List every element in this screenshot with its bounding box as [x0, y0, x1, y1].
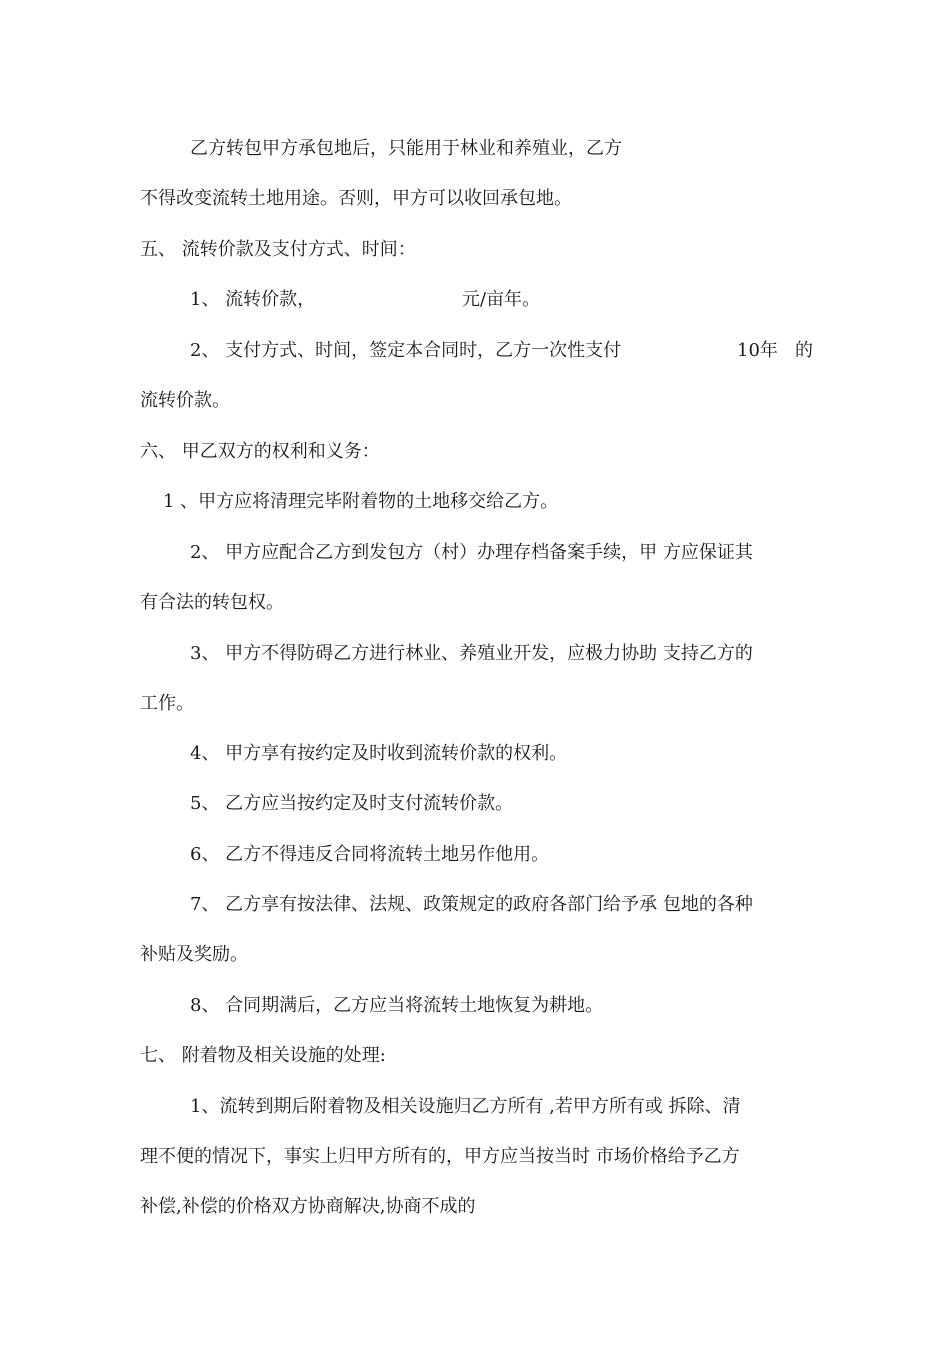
clause-7-1: 1、流转到期后附着物及相关设施归乙方所有 ,若甲方所有或 拆除、清 — [190, 1096, 741, 1117]
clause-6-8: 8、 合同期满后，乙方应当将流转土地恢复为耕地。 — [190, 995, 604, 1016]
clause-6-2: 2、 甲方应配合乙方到发包方（村）办理存档备案手续，甲 方应保证其 — [190, 542, 753, 563]
clause-6-1: 1 、甲方应将清理完毕附着物的土地移交给乙方。 — [163, 491, 559, 512]
clause-5-2-years: 10年 — [737, 340, 778, 361]
paragraph-line: 工作。 — [140, 693, 194, 714]
clause-6-7: 7、 乙方享有按法律、法规、政策规定的政府各部门给予承 包地的各种 — [190, 894, 753, 915]
clause-5-2-tail: 的 — [795, 340, 813, 361]
clause-5-2-text: 2、 支付方式、时间，签定本合同时，乙方一次性支付 — [190, 340, 622, 361]
paragraph-line: 乙方转包甲方承包地后，只能用于林业和养殖业，乙方 — [190, 138, 622, 159]
paragraph-line: 不得改变流转土地用途。否则，甲方可以收回承包地。 — [140, 188, 572, 209]
paragraph-line: 有合法的转包权。 — [140, 592, 284, 613]
paragraph-line: 补贴及奖励。 — [140, 944, 248, 965]
clause-5-1-label: 1、 流转价款， — [190, 289, 316, 310]
section-heading-7: 七、 附着物及相关设施的处理: — [140, 1045, 386, 1066]
clause-6-5: 5、 乙方应当按约定及时支付流转价款。 — [190, 793, 514, 814]
clause-5-1-unit: 元/亩年。 — [462, 289, 541, 310]
paragraph-line: 补偿,补偿的价格双方协商解决,协商不成的 — [140, 1196, 476, 1217]
paragraph-line: 流转价款。 — [140, 390, 230, 411]
clause-6-3: 3、 甲方不得防碍乙方进行林业、养殖业开发，应极力协助 支持乙方的 — [190, 643, 753, 664]
clause-6-6: 6、 乙方不得违反合同将流转土地另作他用。 — [190, 844, 550, 865]
paragraph-line: 理不便的情况下，事实上归甲方所有的，甲方应当按当时 市场价格给予乙方 — [140, 1146, 740, 1167]
section-heading-5: 五、 流转价款及支付方式、时间： — [140, 239, 416, 260]
section-heading-6: 六、 甲乙双方的权利和义务： — [140, 441, 380, 462]
clause-6-4: 4、 甲方享有按约定及时收到流转价款的权利。 — [190, 743, 568, 764]
